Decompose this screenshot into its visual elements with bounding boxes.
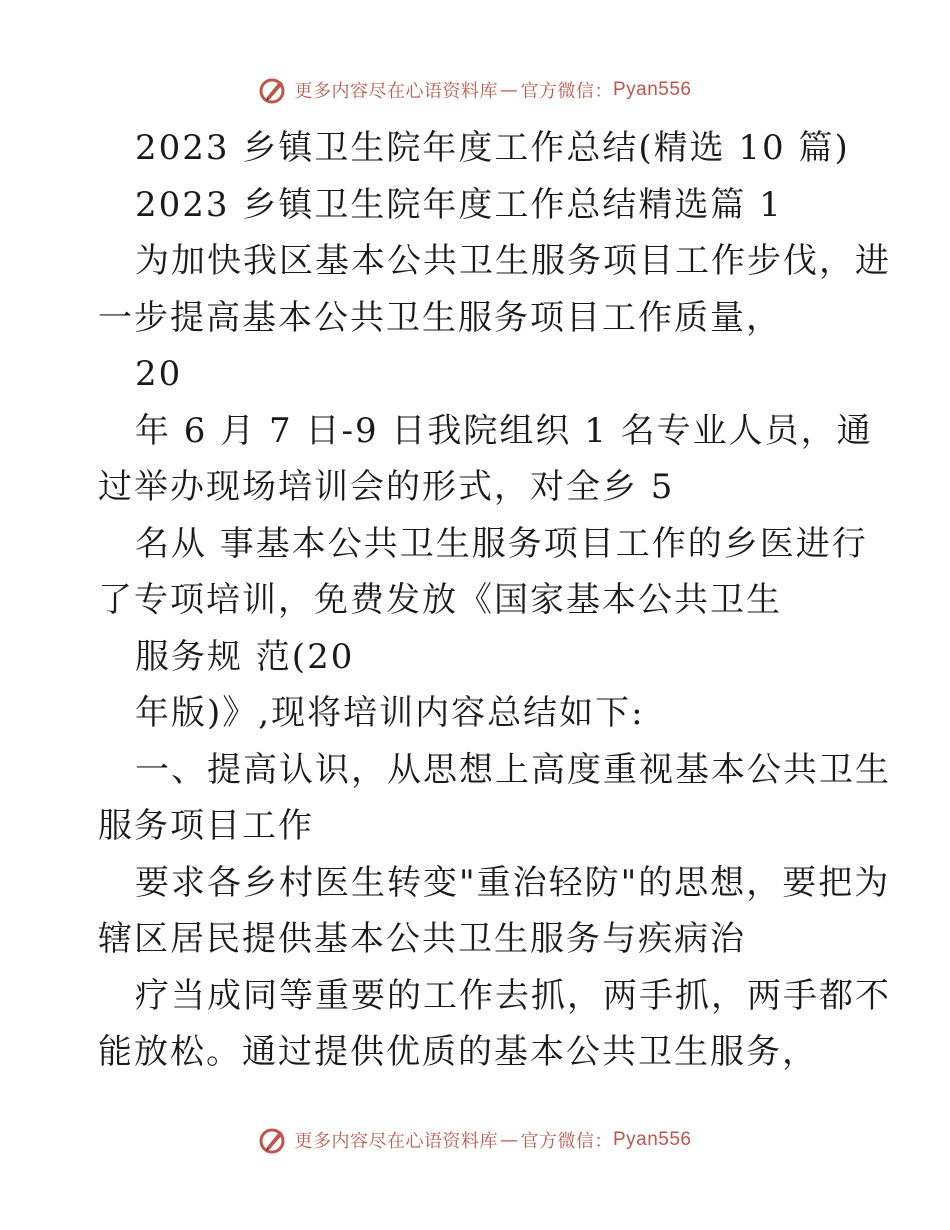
text-line: 年版)》,现将培训内容总结如下: (135, 693, 645, 733)
footer-watermark (0, 1120, 950, 1160)
text-line: 了专项培训，免费发放《国家基本公共卫生 (98, 580, 782, 620)
text-line: 要求各乡村医生转变"重治轻防"的思想，要把为 (135, 862, 891, 903)
text-line: 为加快我区基本公共卫生服务项目工作步伐，进 (135, 241, 891, 281)
watermark-handle: Pyan556 (612, 79, 692, 100)
watermark-separator: — (499, 1129, 519, 1151)
watermark-label: 官方微信： (520, 81, 613, 102)
pen-logo-icon (258, 1125, 288, 1155)
text-line: 服务规 范(20 (135, 636, 355, 677)
watermark-text: 更多内容尽在心语资料库 (294, 1131, 498, 1152)
text-line: 名从 事基本公共卫生服务项目工作的乡医进行 (135, 523, 868, 564)
document-body (98, 120, 891, 1081)
text-line: 过举办现场培训会的形式，对全乡 5 (98, 467, 675, 507)
pen-logo-icon (258, 75, 288, 105)
text-line: 疗当成同等重要的工作去抓，两手抓，两手都不 (135, 975, 891, 1016)
watermark-label: 官方微信： (520, 1131, 613, 1152)
header-watermark (0, 70, 950, 110)
text-line: 2023 乡镇卫生院年度工作总结(精选 10 篇) (135, 128, 850, 168)
text-line: 年 6 月 7 日-9 日我院组织 1 名专业人员，通 (135, 410, 873, 451)
text-line: 服务项目工作 (98, 806, 314, 846)
text-line: 一、提高认识，从思想上高度重视基本公共卫生 (135, 749, 891, 790)
text-line: 一步提高基本公共卫生服务项目工作质量， (98, 297, 782, 338)
watermark-separator: — (499, 79, 519, 101)
watermark-handle: Pyan556 (612, 1129, 692, 1150)
text-line: 2023 乡镇卫生院年度工作总结精选篇 1 (135, 184, 783, 225)
text-line: 能放松。通过提供优质的基本公共卫生服务， (98, 1032, 818, 1072)
text-line: 20 (135, 354, 183, 394)
text-line: 辖区居民提供基本公共卫生服务与疾病治 (98, 919, 746, 959)
watermark-text: 更多内容尽在心语资料库 (294, 81, 498, 102)
